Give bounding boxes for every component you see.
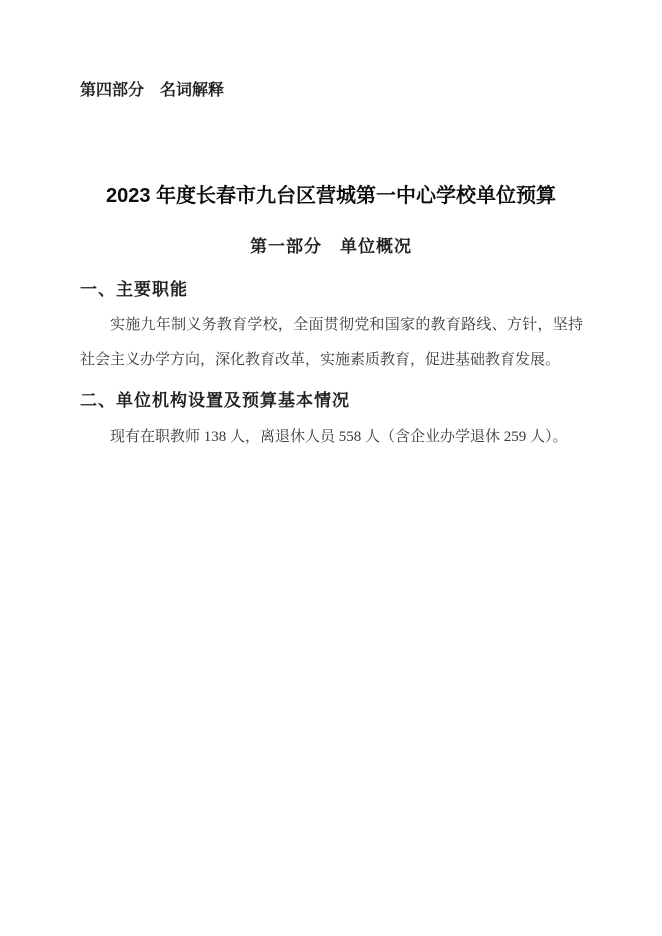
section-body-main-functions: 实施九年制义务教育学校，全面贯彻党和国家的教育路线、方针，坚持社会主义办学方向，深化教育改革，实施素质教育，促进基础教育发展。	[80, 317, 583, 368]
section-body-org-and-budget: 现有在职教师 138 人，离退休人员 558 人（含企业办学退休 259 人）。	[110, 429, 568, 445]
part1-heading: 第一部分 单位概况	[250, 237, 412, 256]
running-header-part4: 第四部分 名词解释	[80, 82, 225, 99]
document-title: 2023 年度长春市九台区营城第一中心学校单位预算	[105, 185, 557, 207]
section-heading-org-and-budget: 二、单位机构设置及预算基本情况	[80, 391, 350, 410]
section-heading-main-functions: 一、主要职能	[80, 280, 188, 299]
